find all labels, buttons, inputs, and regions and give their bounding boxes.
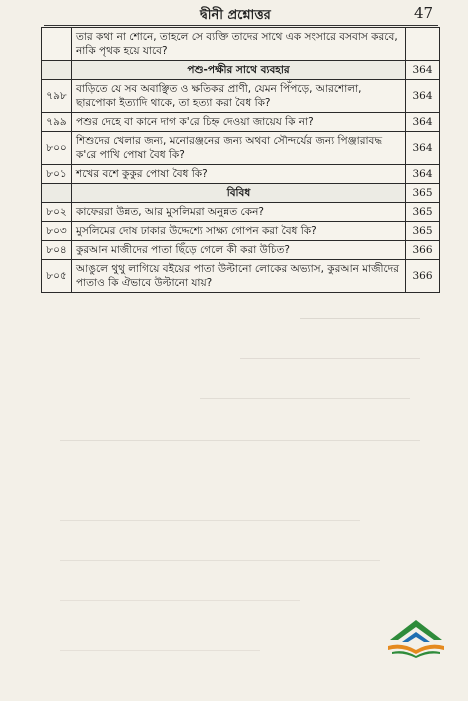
page-reference: 365 <box>406 222 440 241</box>
question-text: পশুর দেহে বা কানে দাগ ক'রে চিহ্ন দেওয়া জায়েয কি না? <box>72 113 406 132</box>
question-text: শিশুদের খেলার জন্য, মনোরঞ্জনের জন্য অথবা সৌন্দর্যের জন্য পিঞ্জারাবদ্ধ ক'রে পাখি পোষা বৈধ কি? <box>72 132 406 165</box>
bleed-through-mark <box>240 358 420 359</box>
question-number: ৮০৪ <box>42 241 72 260</box>
question-number: ৭৯৯ <box>42 113 72 132</box>
question-number <box>42 61 72 80</box>
bleed-through-mark <box>60 520 360 521</box>
page-reference <box>406 28 440 61</box>
question-text: আঙুলে থুথু লাগিয়ে বইয়ের পাতা উল্টানো লোকের অভ্যাস, কুরআন মাজীদের পাতাও কি ঐভাবে উল্টানো যায়? <box>72 260 406 293</box>
page-reference: 364 <box>406 61 440 80</box>
page-reference: 364 <box>406 132 440 165</box>
question-text: কাফেররা উন্নত, আর মুসলিমরা অনুন্নত কেন? <box>72 203 406 222</box>
table-row <box>42 222 440 241</box>
contents-table <box>41 27 440 293</box>
question-text: তার কথা না শোনে, তাহলে সে ব্যক্তি তাদের সাথে এক সংসারে বসবাস করবে, নাকি পৃথক হয়ে যাবে? <box>72 28 406 61</box>
question-text: শখের বশে কুকুর পোষা বৈধ কি? <box>72 165 406 184</box>
question-number: ৮০২ <box>42 203 72 222</box>
page-reference: 365 <box>406 203 440 222</box>
bleed-through-mark <box>300 318 420 319</box>
bleed-through-mark <box>60 560 380 561</box>
table-row <box>42 132 440 165</box>
table-row <box>42 260 440 293</box>
bleed-through-mark <box>60 650 260 651</box>
question-text: মুসলিমের দোষ ঢাকার উদ্দেশ্যে সাক্ষ্য গোপন করা বৈধ কি? <box>72 222 406 241</box>
table-row <box>42 203 440 222</box>
question-number: ৮০৩ <box>42 222 72 241</box>
question-number: ৮০১ <box>42 165 72 184</box>
page-reference: 366 <box>406 241 440 260</box>
question-number: ৮০৫ <box>42 260 72 293</box>
page-reference: 365 <box>406 184 440 203</box>
section-title: বিবিধ <box>72 184 406 203</box>
page-reference: 364 <box>406 113 440 132</box>
section-heading-row <box>42 61 440 80</box>
publisher-logo-icon <box>384 612 448 658</box>
page-number: 47 <box>414 4 434 22</box>
table-row <box>42 28 440 61</box>
question-text: বাড়িতে যে সব অবাঞ্ছিত ও ক্ষতিকর প্রাণী, যেমন পিঁপড়ে, আরশোলা, ছারপোকা ইত্যাদি থাকে, তা হত্যা করা বৈধ কি? <box>72 80 406 113</box>
running-header-title: দ্বীনী প্রশ্নোত্তর <box>200 8 271 23</box>
bleed-through-mark <box>60 440 420 441</box>
section-title: পশু-পক্ষীর সাথে ব্যবহার <box>72 61 406 80</box>
section-heading-row <box>42 184 440 203</box>
page-reference: 364 <box>406 80 440 113</box>
page-reference: 364 <box>406 165 440 184</box>
table-row <box>42 165 440 184</box>
page-reference: 366 <box>406 260 440 293</box>
table-row <box>42 241 440 260</box>
question-number <box>42 184 72 203</box>
question-number <box>42 28 72 61</box>
bleed-through-mark <box>60 600 300 601</box>
question-number: ৮০০ <box>42 132 72 165</box>
table-row <box>42 80 440 113</box>
question-text: কুরআন মাজীদের পাতা ছিঁড়ে গেলে কী করা উচিত? <box>72 241 406 260</box>
question-number: ৭৯৮ <box>42 80 72 113</box>
bleed-through-mark <box>200 398 410 399</box>
header-rule <box>44 25 438 26</box>
table-row <box>42 113 440 132</box>
